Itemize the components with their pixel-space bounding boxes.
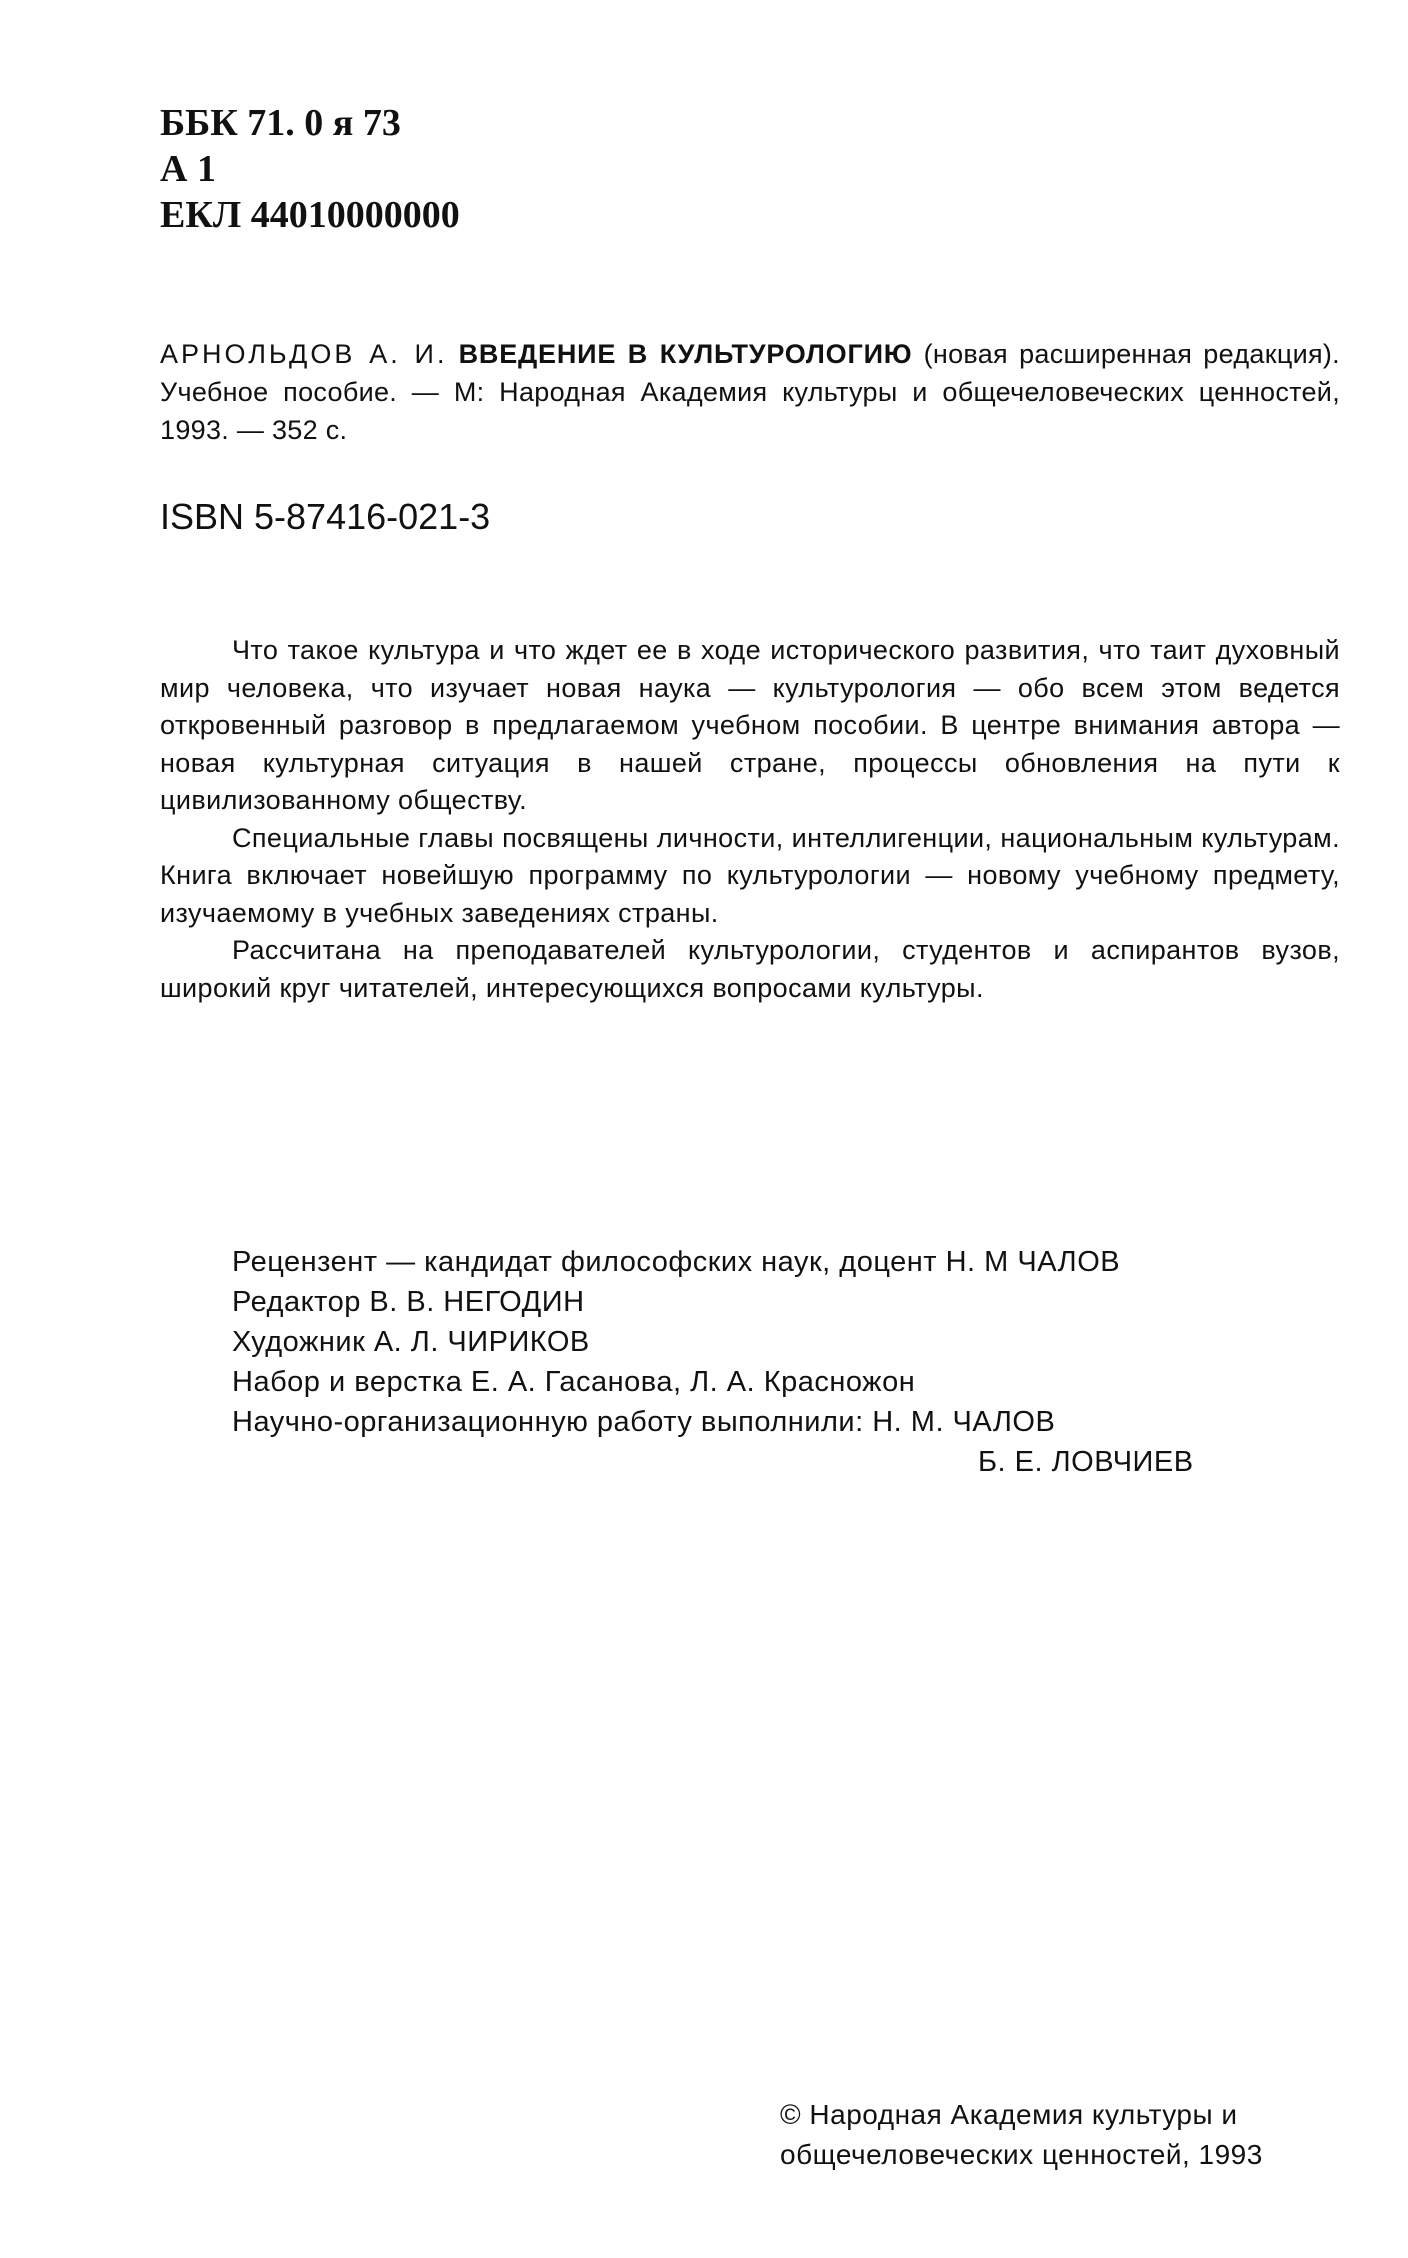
credit-editor: Редактор В. В. НЕГОДИН [232, 1286, 585, 1318]
bibliographic-details: (новая расширенная редакция). Учебное пособие. — М: Народная Академия культуры и общечеловеческих ценностей, 1993. — 352 с. [160, 339, 1340, 445]
copyright-line: © Народная Академия культуры и [780, 2099, 1238, 2130]
ekl-code: ЕКЛ 44010000000 [160, 194, 460, 236]
bibliographic-description [160, 335, 1340, 449]
credit-research-work-second: Б. Е. ЛОВЧИЕВ [978, 1446, 1194, 1478]
isbn: ISBN 5-87416-021-3 [160, 496, 491, 537]
copyright-notice [780, 2095, 1263, 2175]
annotation-paragraph: Что такое культура и что ждет ее в ходе исторического развития, что таит духовный мир человека, что изучает новая наука — культурология — обо всем этом ведется откровенный разговор в предлагаемом учебном пособии. В центре внимания автора — новая культурная ситуация в нашей стране, процессы обновления на пути к цивилизованному обществу. [160, 635, 1340, 815]
book-title: ВВЕДЕНИЕ В КУЛЬТУРОЛОГИЮ [458, 339, 913, 369]
credit-typesetting: Набор и верстка Е. А. Гасанова, Л. А. Красножон [232, 1366, 916, 1398]
credit-artist: Художник А. Л. ЧИРИКОВ [232, 1326, 590, 1358]
credits [232, 1242, 1194, 1482]
author-name: АРНОЛЬДОВ А. И. [160, 339, 448, 369]
author-mark: А 1 [160, 148, 216, 190]
classification-codes [160, 100, 460, 238]
credit-research-work: Научно-организационную работу выполнили: Н. М. ЧАЛОВ [232, 1406, 1056, 1438]
annotation-paragraph: Рассчитана на преподавателей культурологии, студентов и аспирантов вузов, широкий круг читателей, интересующихся вопросами культуры. [160, 935, 1340, 1003]
bbk-code: ББК 71. 0 я 73 [160, 102, 401, 144]
credit-reviewer: Рецензент — кандидат философских наук, доцент Н. М ЧАЛОВ [232, 1246, 1121, 1278]
annotation [160, 632, 1340, 1007]
annotation-paragraph: Специальные главы посвящены личности, интеллигенции, национальным культурам. Книга включает новейшую программу по культурологии — новому учебному предмету, изучаемому в учебных заведениях страны. [160, 822, 1340, 928]
copyright-line: общечеловеческих ценностей, 1993 [780, 2139, 1263, 2170]
